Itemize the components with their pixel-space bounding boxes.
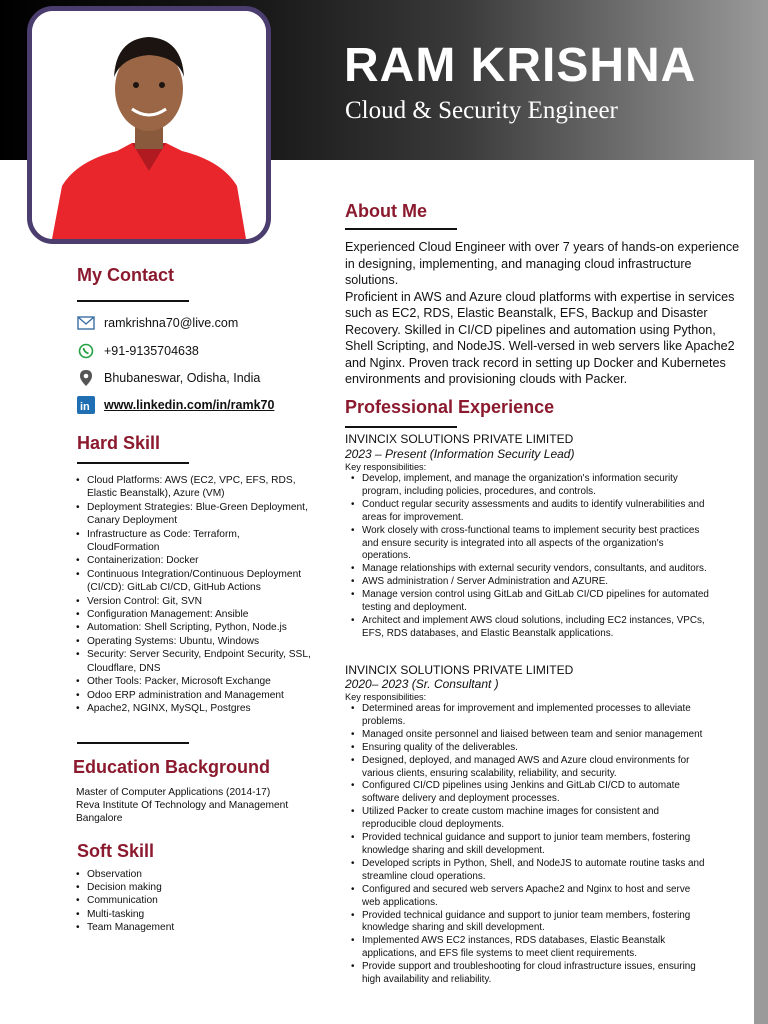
hard-skill-item: • Infrastructure as Code: Terraform, CloudFormation	[76, 528, 311, 555]
job-2-period: 2020– 2023 (Sr. Consultant )	[345, 677, 499, 691]
location-pin-icon	[77, 369, 95, 387]
responsibility-item: • Provided technical guidance and support to junior team members, fostering knowledge sharing and skill development.	[351, 832, 711, 858]
about-divider	[345, 228, 457, 230]
hard-skill-item: • Continuous Integration/Continuous Deployment (CI/CD): GitLab CI/CD, GitHub Actions	[76, 568, 311, 595]
about-paragraph-1: Experienced Cloud Engineer with over 7 years of hands-on experience in designing, implementing, and managing cloud infrastructure solutions.	[345, 240, 740, 287]
hard-skill-item: • Deployment Strategies: Blue-Green Deployment, Canary Deployment	[76, 501, 311, 528]
responsibility-item: • Architect and implement AWS cloud solutions, including EC2 instances, VPCs, EFS, RDS databases, and Elastic Beanstalk applications.	[351, 615, 711, 641]
hard-skill-item: • Odoo ERP administration and Management	[76, 689, 311, 702]
responsibility-item: • Utilized Packer to create custom machine images for consistent and reproducible cloud deployments.	[351, 806, 711, 832]
responsibility-item: • Manage version control using GitLab and GitLab CI/CD pipelines for automated testing and deployment.	[351, 589, 711, 615]
hard-skill-item: • Apache2, NGINX, MySQL, Postgres	[76, 702, 311, 715]
experience-divider	[345, 426, 457, 428]
svg-text:in: in	[80, 401, 90, 413]
soft-skill-item: • Multi-tasking	[76, 908, 174, 921]
responsibility-item: • Implemented AWS EC2 instances, RDS databases, Elastic Beanstalk applications, and EFS file systems to meet client requirements.	[351, 935, 711, 961]
job-title: Cloud & Security Engineer	[345, 97, 618, 124]
education-city: Bangalore	[76, 813, 123, 825]
job-1-responsibilities	[351, 473, 711, 641]
about-paragraph-2: Proficient in AWS and Azure cloud platforms with expertise in services such as EC2, RDS, Elastic Beanstalk, EFS, Backup and Disaster Recovery. Skilled in CI/CD pipelines and automation using Python, Shell Scripting, and NodeJS. Well-versed in web servers like Apache2 and Nginx. Proven track record in setting up Docker and Kubernetes environments and provisioning clouds with Packer.	[345, 289, 735, 386]
linkedin-icon	[77, 396, 95, 414]
person-portrait-icon	[32, 11, 266, 239]
hard-skill-item: • Cloud Platforms: AWS (EC2, VPC, EFS, RDS, Elastic Beanstalk), Azure (VM)	[76, 474, 311, 501]
soft-skill-item: • Observation	[76, 868, 174, 881]
soft-skill-item: • Team Management	[76, 921, 174, 934]
mail-icon	[77, 314, 95, 332]
education-institute: Reva Institute Of Technology and Management	[76, 800, 289, 812]
hard-skill-item: • Configuration Management: Ansible	[76, 608, 311, 621]
soft-skill-item: • Communication	[76, 894, 174, 907]
experience-heading: Professional Experience	[345, 397, 555, 417]
hard-skill-heading: Hard Skill	[77, 433, 161, 453]
soft-skill-heading: Soft Skill	[77, 841, 155, 861]
hard-skill-item: • Version Control: Git, SVN	[76, 595, 311, 608]
right-edge-strip	[754, 160, 768, 1024]
job-2-company: INVINCIX SOLUTIONS PRIVATE LIMITED	[345, 663, 574, 677]
phone-text: +91-9135704638	[104, 344, 199, 358]
education-degree: Master of Computer Applications (2014-17)	[76, 787, 271, 798]
hard-skill-item: • Other Tools: Packer, Microsoft Exchange	[76, 675, 311, 688]
responsibility-item: • Ensuring quality of the deliverables.	[351, 742, 711, 755]
job-1-period: 2023 – Present (Information Security Lead)	[345, 447, 575, 461]
education-details	[76, 786, 311, 826]
education-divider	[77, 742, 189, 744]
responsibility-item: • Develop, implement, and manage the organization's information security program, including policies, procedures, and controls.	[351, 473, 711, 499]
email-row[interactable]	[77, 314, 238, 332]
responsibility-item: • Managed onsite personnel and liaised between team and senior management	[351, 729, 711, 742]
job-1-key-label: Key responsibilities:	[345, 462, 427, 472]
responsibility-item: • Conduct regular security assessments and audits to identify vulnerabilities and areas for improvement.	[351, 499, 711, 525]
job-2-key-label: Key responsibilities:	[345, 692, 427, 702]
responsibility-item: • Developed scripts in Python, Shell, and NodeJS to automate routine tasks and streamline cloud operations.	[351, 858, 711, 884]
linkedin-row[interactable]	[77, 396, 274, 414]
responsibility-item: • Determined areas for improvement and implemented processes to alleviate problems.	[351, 703, 711, 729]
person-name: RAM KRISHNA	[344, 39, 697, 92]
hard-skill-item: • Automation: Shell Scripting, Python, Node.js	[76, 621, 311, 634]
soft-skill-list	[76, 868, 174, 934]
whatsapp-icon	[77, 342, 95, 360]
education-heading: Education Background	[73, 757, 271, 777]
responsibility-item: • Provide support and troubleshooting for cloud infrastructure issues, ensuring high availability and reliability.	[351, 961, 711, 987]
email-text: ramkrishna70@live.com	[104, 316, 239, 330]
responsibility-item: • Configured and secured web servers Apache2 and Nginx to host and serve web applications.	[351, 884, 711, 910]
contact-divider	[77, 300, 189, 302]
responsibility-item: • AWS administration / Server Administration and AZURE.	[351, 576, 711, 589]
responsibility-item: • Manage relationships with external security vendors, consultants, and auditors.	[351, 563, 711, 576]
contact-heading: My Contact	[77, 265, 175, 285]
responsibility-item: • Provided technical guidance and support to junior team members, fostering knowledge sharing and skill development.	[351, 910, 711, 936]
linkedin-link[interactable]: www.linkedin.com/in/ramk70	[104, 398, 275, 412]
job-2-responsibilities	[351, 703, 711, 987]
responsibility-item: • Work closely with cross-functional teams to implement security best practices and ensure security is integrated into all aspects of the organization's operations.	[351, 525, 711, 564]
about-heading: About Me	[345, 201, 427, 221]
about-text	[345, 239, 740, 388]
location-text: Bhubaneswar, Odisha, India	[104, 371, 261, 385]
profile-photo	[27, 6, 271, 244]
phone-row[interactable]	[77, 342, 199, 360]
responsibility-item: • Designed, deployed, and managed AWS and Azure cloud environments for various clients, ensuring scalability, reliability, and security.	[351, 755, 711, 781]
hard-skill-list	[76, 474, 311, 715]
location-row	[77, 369, 260, 387]
hard-skill-item: • Containerization: Docker	[76, 554, 311, 567]
responsibility-item: • Configured CI/CD pipelines using Jenkins and GitLab CI/CD to automate software delivery and deployment processes.	[351, 780, 711, 806]
hard-skill-item: • Security: Server Security, Endpoint Security, SSL, Cloudflare, DNS	[76, 648, 311, 675]
job-1-company: INVINCIX SOLUTIONS PRIVATE LIMITED	[345, 432, 574, 446]
hard-skill-divider	[77, 462, 189, 464]
hard-skill-item: • Operating Systems: Ubuntu, Windows	[76, 635, 311, 648]
soft-skill-item: • Decision making	[76, 881, 174, 894]
